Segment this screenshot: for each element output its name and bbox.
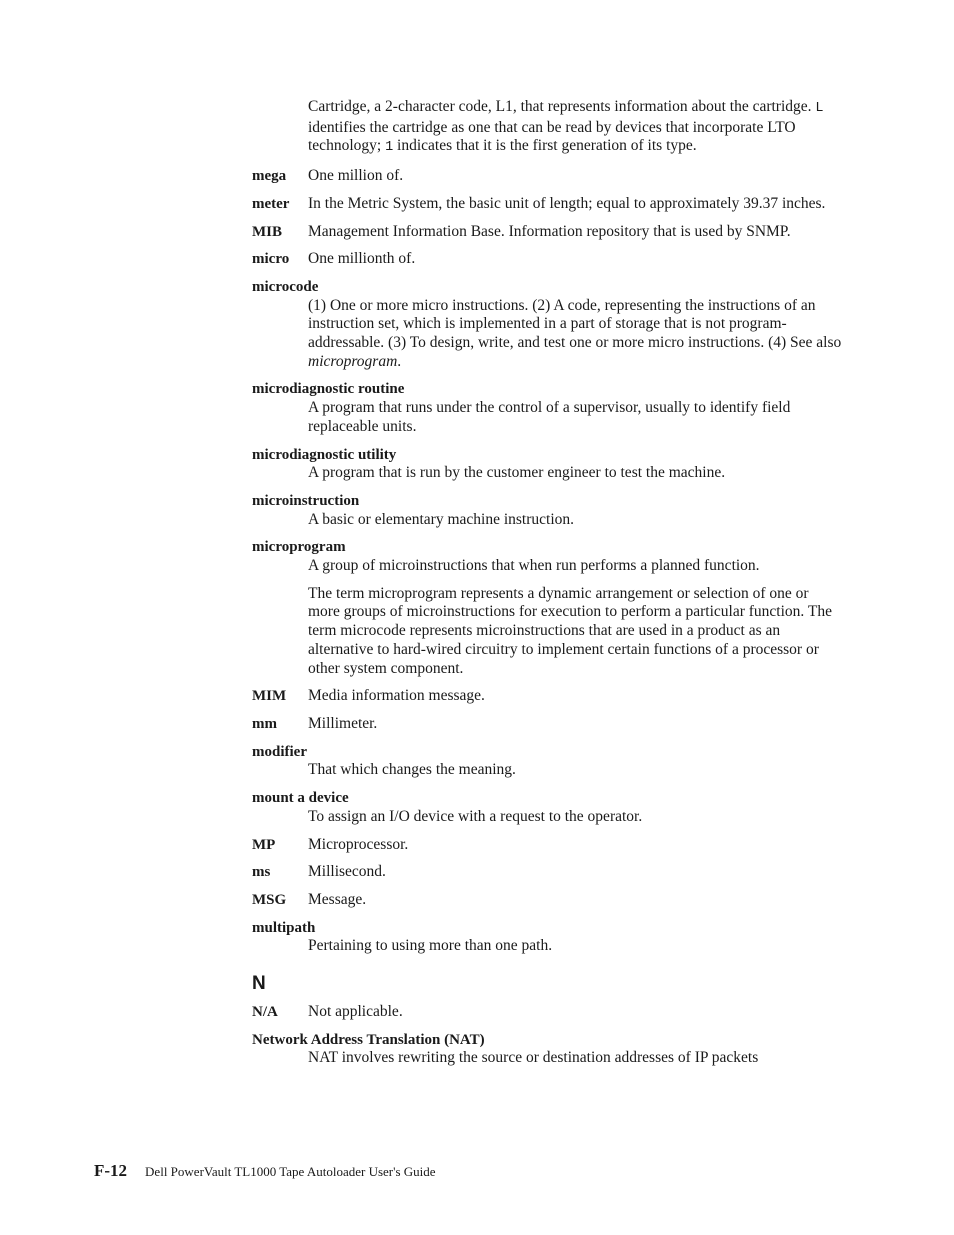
glossary-definition: (1) One or more micro instructions. (2) A code, representing the instructions of an instruction set, which is implemented in a part of storage that is not program-addressable. (3) To design, write, and test one or more micro instructions. (4) See also microprogram.: [308, 296, 842, 370]
glossary-entry-msg: [252, 891, 844, 910]
glossary-entry-mm: [252, 715, 844, 734]
code-l: L: [815, 101, 824, 116]
glossary-definition: That which changes the meaning.: [308, 761, 516, 779]
glossary-definition: One million of.: [308, 167, 404, 185]
glossary-term: MIB: [252, 223, 282, 240]
glossary-term: N/A: [252, 1004, 278, 1021]
glossary-term: micro: [252, 251, 290, 268]
glossary-definition: In the Metric System, the basic unit of length; equal to approximately 39.37 inches.: [308, 194, 826, 212]
glossary-definition: A program that runs under the control of a supervisor, usually to identify field replaceable units.: [308, 399, 791, 435]
glossary-entry-nat: [252, 1031, 844, 1068]
continued-definition: Cartridge, a 2-character code, L1, that represents information about the cartridge. L identifies the cartridge as one that can be read by devices that incorporate LTO technology; 1 indicates that it is the first generation of its type.: [308, 98, 824, 156]
glossary-entry-microdiagnostic-utility: [252, 446, 844, 483]
glossary-term: microinstruction: [252, 492, 360, 509]
glossary-definition: Not applicable.: [308, 1003, 403, 1021]
glossary-definition: NAT involves rewriting the source or destination addresses of IP packets: [308, 1049, 759, 1067]
glossary-definition: Microprocessor.: [308, 835, 409, 853]
glossary-term: modifier: [252, 743, 307, 760]
glossary-entry-microcode: [252, 278, 844, 372]
glossary-entry-mp: [252, 836, 844, 855]
glossary-entry-modifier: [252, 743, 844, 780]
glossary-entry-micro: [252, 250, 844, 269]
glossary-entry-meter: [252, 195, 844, 214]
glossary-entry-multipath: [252, 919, 844, 956]
glossary-definition: Millisecond.: [308, 863, 386, 881]
glossary-entry-ms: [252, 863, 844, 882]
glossary-definition: Pertaining to using more than one path.: [308, 937, 553, 955]
glossary-definition-note: The term microprogram represents a dynamic arrangement or selection of one or more groups of microinstructions for execution to perform a particular function. The term microcode represents microinstructions that are used in a product as an alternative to hard-wired circuitry to implement certain functions of a processor or other system component.: [308, 584, 832, 677]
glossary-definition: Millimeter.: [308, 714, 378, 732]
glossary-entry-microinstruction: [252, 492, 844, 529]
glossary-definition: To assign an I/O device with a request to the operator.: [308, 807, 643, 825]
glossary-entry-microprogram: [252, 538, 844, 678]
glossary-term: microcode: [252, 278, 319, 295]
section-heading-n: N: [252, 973, 266, 995]
glossary-term: MP: [252, 836, 276, 853]
glossary-term: MIM: [252, 688, 287, 705]
glossary-definition: Management Information Base. Information repository that is used by SNMP.: [308, 222, 791, 240]
glossary-definition: A basic or elementary machine instruction.: [308, 510, 574, 528]
glossary-term: multipath: [252, 919, 316, 936]
glossary-term: microdiagnostic utility: [252, 446, 397, 463]
glossary-entry-mega: [252, 167, 844, 186]
glossary-term: mega: [252, 168, 287, 185]
glossary-definition: A group of microinstructions that when run performs a planned function.: [308, 557, 760, 575]
glossary-term: microprogram: [252, 539, 346, 556]
glossary-entry-microdiagnostic-routine: [252, 380, 844, 436]
page-number: F-12: [94, 1161, 128, 1180]
glossary-term: mount a device: [252, 790, 349, 807]
glossary-entry-mount-a-device: [252, 789, 844, 826]
glossary-definition: Message.: [308, 890, 367, 908]
book-title: Dell PowerVault TL1000 Tape Autoloader User's Guide: [145, 1164, 436, 1179]
glossary-definition: One millionth of.: [308, 250, 416, 268]
glossary-entry-mib: [252, 223, 844, 242]
glossary-definition: Media information message.: [308, 687, 485, 705]
glossary-definition: A program that is run by the customer engineer to test the machine.: [308, 464, 726, 482]
glossary-entry-mim: [252, 687, 844, 706]
cross-reference: microprogram: [308, 352, 398, 370]
glossary-term: mm: [252, 715, 277, 732]
code-1: 1: [385, 140, 394, 156]
glossary-term: microdiagnostic routine: [252, 381, 405, 398]
glossary-term: ms: [252, 864, 271, 881]
glossary-entry-na: [252, 1003, 844, 1022]
glossary-term: meter: [252, 195, 290, 212]
glossary-term: Network Address Translation (NAT): [252, 1031, 485, 1048]
glossary: [252, 98, 844, 1077]
page-footer: [94, 1161, 436, 1181]
glossary-term: MSG: [252, 891, 287, 908]
